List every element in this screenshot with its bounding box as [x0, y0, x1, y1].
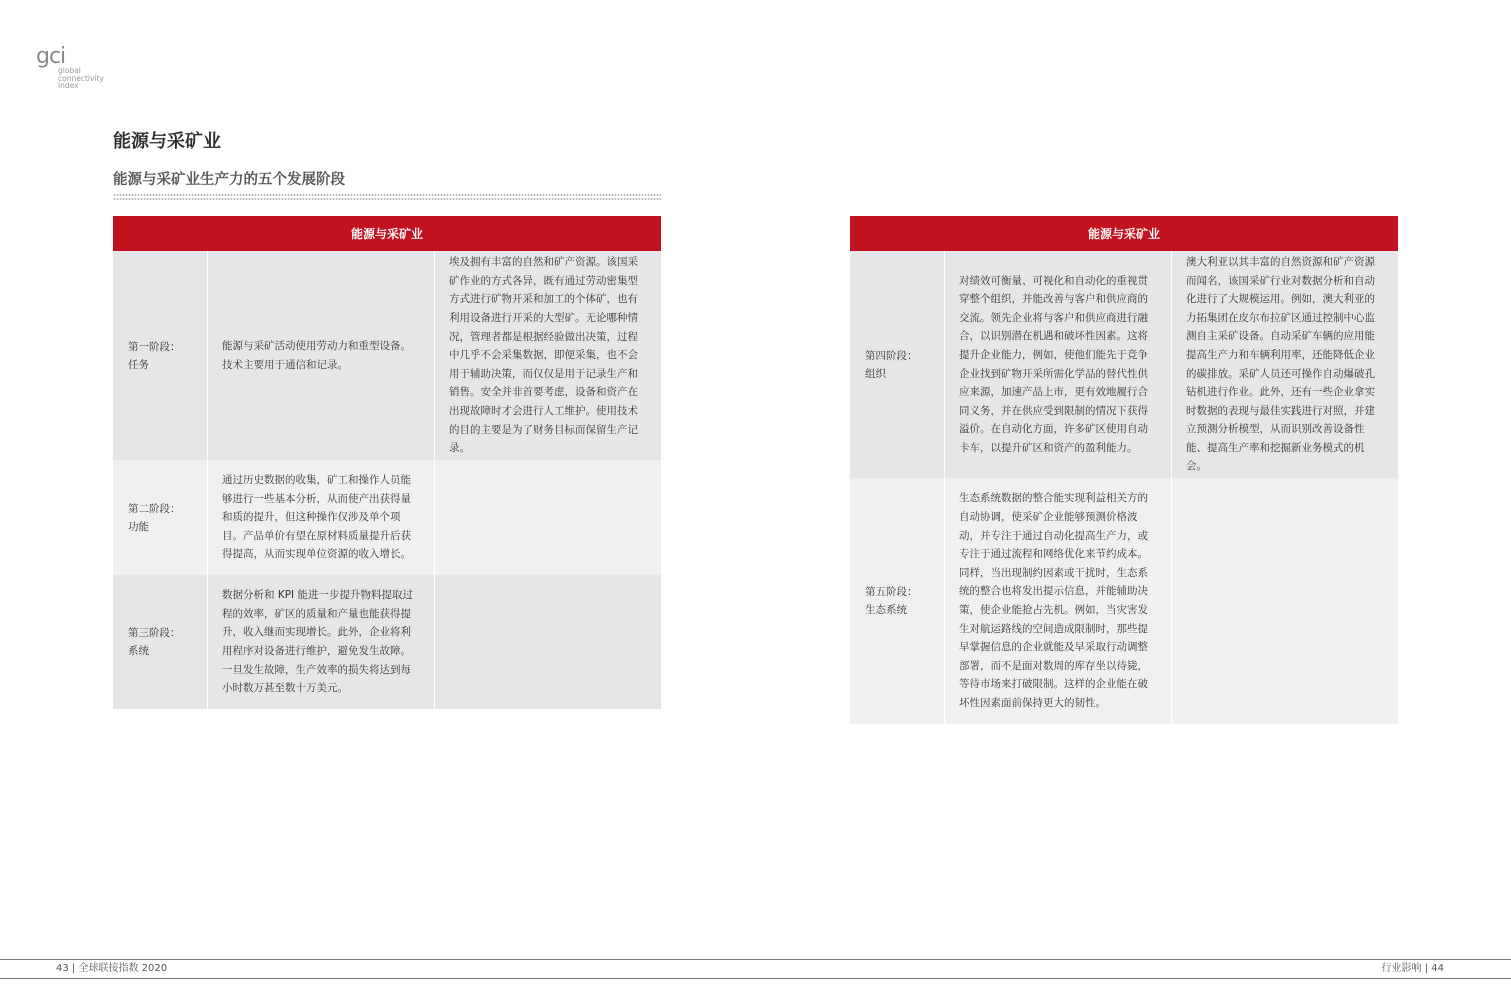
stage-description — [207, 575, 434, 709]
stage-description — [207, 251, 434, 460]
stage-example — [1171, 251, 1398, 478]
example-text: 澳大利亚以其丰富的自然资源和矿产资源而闻名，该国采矿行业对数据分析和自动化进行了大规模运用。例如，澳大利亚的力拓集团在皮尔布拉矿区通过控制中心监测自主采矿设备。自动采矿车辆的应用能提高生产力和车辆利用率，还能降低企业的碳排放。采矿人员还可操作自动爆破孔钻机进行作业。此外，还有一些企业拿实时数据的表现与最佳实践进行对照，并建立预测分析模型，从而识别改善设备性能、提高生产率和挖掘新业务模式的机会。 — [1186, 255, 1375, 473]
stage-description — [944, 478, 1171, 724]
description-text: 生态系统数据的整合能实现利益相关方的自动协调，使采矿企业能够预测价格波动，并专注于通过自动化提高生产力，或专注于通过流程和网络优化来节约成本。同样，当出现制约因素或干扰时，生态系统的整合也将发出提示信息，并能辅助决策，使企业能抢占先机。例如，当灾害发生对航运路线的空间造成限制时，那些提早掌握信息的企业就能及早采取行动调整部署，而不是面对数周的库存坐以待毙，等待市场来打破限制。这样的企业能在破坏性因素面前保持更大的韧性。 — [959, 492, 1148, 709]
stage-description — [207, 460, 434, 575]
description-text: 通过历史数据的收集，矿工和操作人员能够进行一些基本分析，从而使产出获得量和质的提升，但这种操作仅涉及单个项目。产品单价有望在原材料质量提升后获得提高，从而实现单位资源的收入增长。 — [222, 474, 411, 561]
footer-page-left: 43 | 全球联接指数 2020 — [56, 963, 168, 974]
stage-label: 第四阶段： — [865, 349, 918, 362]
logo-line: global — [58, 66, 81, 75]
description-text: 数据分析和 KPI 能进一步提升物料提取过程的效率，矿区的质量和产量也能获得提升，收入继而实现增长。此外，企业将利用程序对设备进行维护，避免发生故障。一旦发生故障，生产效率的损失将达到每小时数万甚至数十万美元。 — [222, 589, 413, 695]
stage-name: 功能 — [128, 520, 149, 533]
stage-description — [944, 251, 1171, 478]
stage-name: 生态系统 — [865, 604, 907, 616]
stage-example — [434, 575, 661, 709]
stage-name: 任务 — [128, 358, 149, 371]
logo-line: connectivity — [58, 73, 104, 83]
logo-line: index — [58, 81, 79, 90]
stage-label: 第三阶段： — [128, 627, 181, 639]
stage-label: 第二阶段： — [128, 502, 181, 515]
stage-label-cell — [850, 251, 944, 478]
dotted-divider — [113, 193, 661, 201]
stages-table-left — [113, 216, 661, 709]
stage-example — [434, 251, 661, 460]
stage-name: 系统 — [128, 645, 149, 657]
footer-rule-top — [0, 959, 1511, 960]
stage-name: 组织 — [865, 367, 886, 380]
stage-label-cell — [113, 460, 207, 575]
table-row-stage-4 — [850, 251, 1398, 478]
table-row-stage-5 — [850, 478, 1398, 724]
description-text: 能源与采矿活动使用劳动力和重型设备。技术主要用于通信和记录。 — [222, 339, 411, 371]
table-row-stage-3 — [113, 575, 661, 709]
logo-wordmark — [58, 67, 104, 90]
gci-logo — [36, 46, 116, 92]
stage-label-cell — [113, 575, 207, 709]
footer-page-right: 行业影响 | 44 — [1381, 963, 1444, 974]
stage-label-cell — [113, 251, 207, 460]
section-title: 能源与采矿业 — [113, 131, 221, 152]
stage-example — [1171, 478, 1398, 724]
stage-label: 第一阶段： — [128, 340, 181, 353]
stage-label-cell — [850, 478, 944, 724]
table-row-stage-2 — [113, 460, 661, 575]
description-text: 对绩效可衡量、可视化和自动化的重视贯穿整个组织，并能改善与客户和供应商的交流。领先企业将与客户和供应商进行融合，以识别潜在机遇和破坏性因素。这将提升企业能力，例如，使他们能先于竞争企业找到矿物开采所需化学品的替代性供应来源，加速产品上市，更有效地履行合同义务，并在供应受到限制的情况下获得溢价。在自动化方面，许多矿区使用自动卡车，以提升矿区和资产的盈利能力。 — [959, 274, 1148, 454]
table-row-stage-1 — [113, 251, 661, 460]
stage-label: 第五阶段： — [865, 586, 918, 598]
stages-table-right — [850, 216, 1398, 724]
table-header: 能源与采矿业 — [850, 216, 1398, 251]
table-header: 能源与采矿业 — [113, 216, 661, 251]
table-subtitle: 能源与采矿业生产力的五个发展阶段 — [113, 172, 345, 188]
footer-rule-bottom — [0, 978, 1511, 979]
example-text: 埃及拥有丰富的自然和矿产资源。该国采矿作业的方式各异，既有通过劳动密集型方式进行矿物开采和加工的个体矿，也有利用设备进行开采的大型矿。无论哪种情况，管理者都是根据经验做出决策，过程中几乎不会采集数据，即便采集，也不会用于辅助决策，而仅仅是用于记录生产和销售。安全并非首要考虑，设备和资产在出现故障时才会进行人工维护。使用技术的目的主要是为了财务目标而保留生产记录。 — [449, 256, 638, 455]
stage-example — [434, 460, 661, 575]
logo-mark: gci — [36, 44, 66, 69]
